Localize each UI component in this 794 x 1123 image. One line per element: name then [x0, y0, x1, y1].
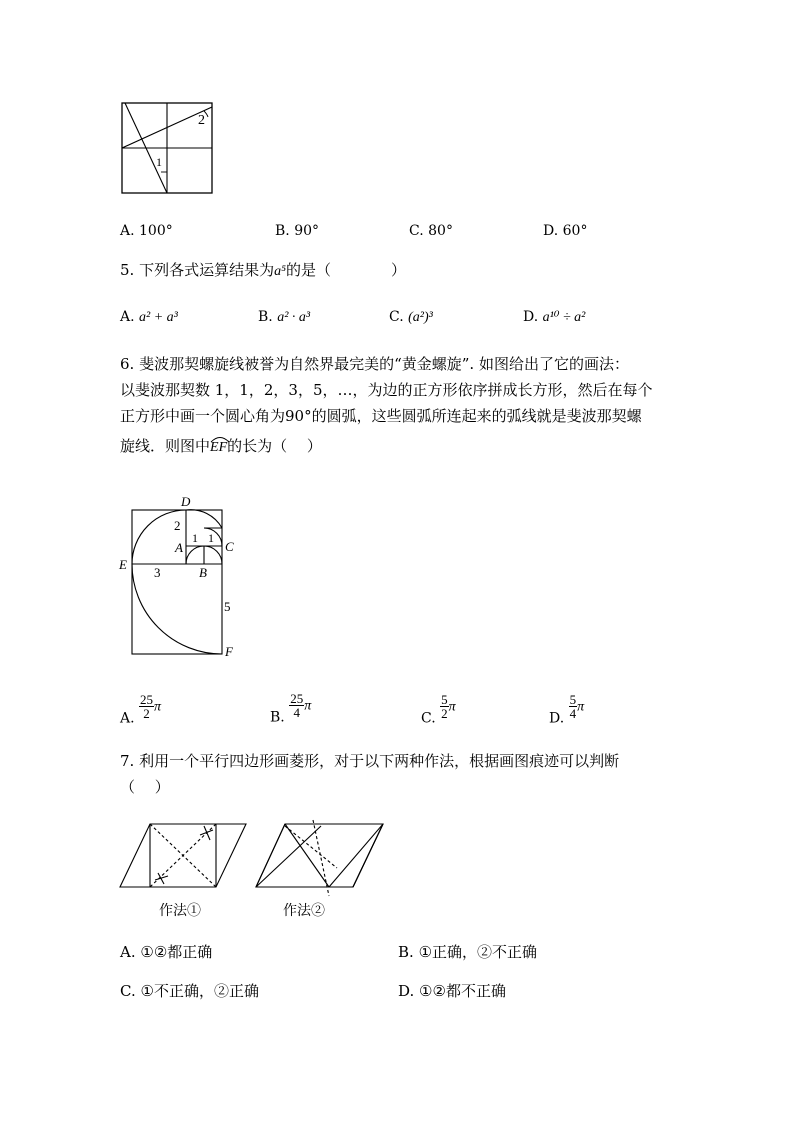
q4-figure — [118, 100, 218, 196]
q7-line-2: （ ） — [120, 778, 170, 796]
q7-figure-2 — [253, 818, 387, 898]
q6-point-f-label: F — [225, 644, 233, 659]
q6-side-2-label: 2 — [174, 518, 181, 533]
q6-option-c[interactable]: C. $\frac{5}{2}$ π — [421, 692, 456, 727]
q6-option-d[interactable]: D. $\frac{5}{4}$ π — [549, 692, 585, 727]
q6-figure — [115, 490, 245, 660]
q6-option-a[interactable]: A. $\frac{25}{2}$ π — [120, 692, 162, 727]
q6-point-c-label: C — [225, 539, 234, 554]
q4-angle-2-label: 2 — [198, 113, 205, 128]
q4-option-d[interactable]: D. 60° — [543, 223, 588, 239]
q7-option-b[interactable]: B. ①正确，②不正确 — [398, 943, 538, 961]
q6-stem — [120, 351, 680, 461]
q7-option-a[interactable]: A. ①②都正确 — [120, 943, 213, 961]
q6-option-b[interactable]: B. $\frac{25}{4}$ π — [270, 691, 312, 726]
q6-arc-ef: EF — [210, 440, 227, 455]
q6-side-1b-label: 1 — [208, 531, 214, 545]
q5-option-a[interactable]: A. a² + a³ — [120, 309, 178, 325]
q7-line-1: 7. 利用一个平行四边形画菱形，对于以下两种作法，根据画图痕迹可以判断 — [120, 752, 620, 770]
q7-caption-1: 作法① — [159, 903, 201, 919]
q6-line-4: 旋线．则图中EF 的长为（ ） — [120, 437, 322, 455]
q7-figure-1 — [118, 818, 252, 898]
q5-option-c[interactable]: C. (a²)³ — [389, 309, 433, 325]
q6-line-3: 正方形中画一个圆心角为90°的圆弧，这些圆弧所连起来的弧线就是斐波那契螺 — [120, 407, 642, 425]
q6-point-a-label: A — [175, 540, 183, 555]
q4-option-b[interactable]: B. 90° — [275, 223, 320, 239]
q6-point-d-label: D — [181, 494, 191, 509]
q6-side-3-label: 3 — [154, 565, 161, 580]
q6-line-2: 以斐波那契数 1，1，2，3，5，…，为边的正方形依序拼成长方形，然后在每个 — [120, 381, 653, 399]
q6-point-e-label: E — [119, 557, 127, 572]
q4-angle-1-label: 1 — [156, 155, 162, 169]
q5-option-d[interactable]: D. a¹⁰ ÷ a² — [523, 309, 586, 325]
q4-option-a[interactable]: A. 100° — [120, 223, 173, 239]
q7-option-d[interactable]: D. ①②都不正确 — [398, 982, 506, 1000]
q7-caption-2: 作法② — [283, 903, 325, 919]
q5-option-b[interactable]: B. a² · a³ — [258, 309, 311, 325]
q5-stem: 5. 下列各式运算结果为a⁵的是（ ） — [120, 261, 406, 279]
q6-line-1: 6. 斐波那契螺旋线被誉为自然界最完美的“黄金螺旋”. 如图给出了它的画法： — [120, 355, 629, 373]
q7-option-c[interactable]: C. ①不正确，②正确 — [120, 982, 259, 1000]
q6-side-5-label: 5 — [224, 599, 231, 614]
q6-side-1a-label: 1 — [192, 531, 198, 545]
q7-stem — [120, 748, 680, 800]
q4-option-c[interactable]: C. 80° — [409, 223, 453, 239]
q6-point-b-label: B — [199, 565, 207, 580]
